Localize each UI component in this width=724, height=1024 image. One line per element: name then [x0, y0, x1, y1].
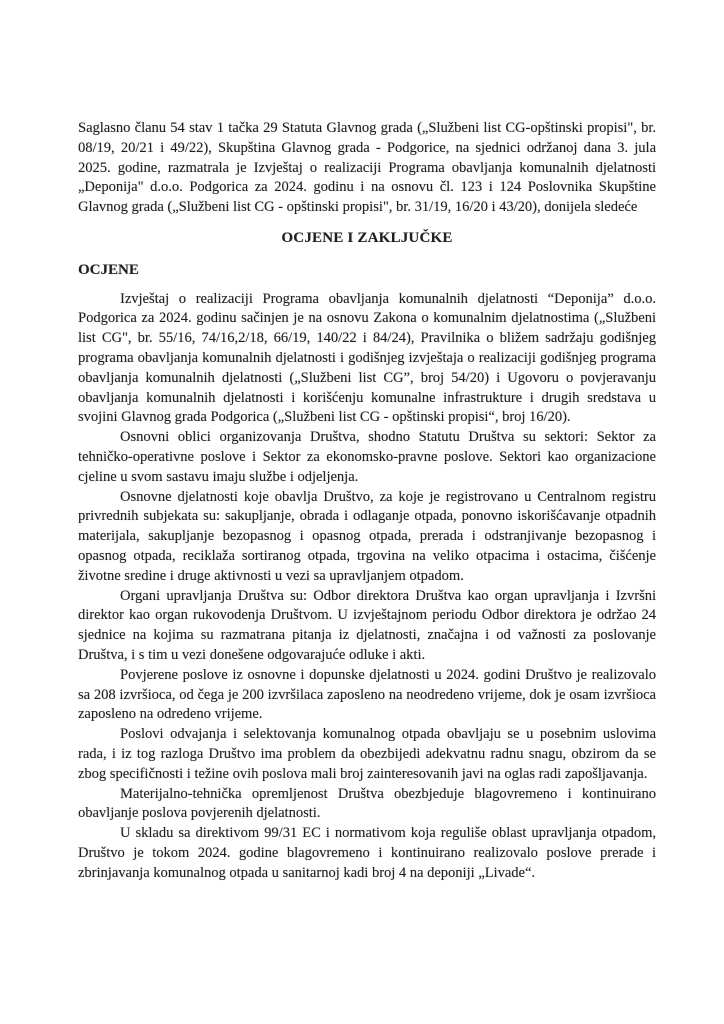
paragraph-core-activities: Osnovne djelatnosti koje obavlja Društvo, za koje je registrovano u Centralnom registru privrednih subjekata su: sakupljanje, obrada i odlaganje otpada, ponovno iskorišćavanje otpadnih materijala, sakupljanje bezopasnog i opasnog otpada, prerada i odstranjivanje bezopasnog i opasnog otpada, reciklaža sortiranog otpada, trgovina na veliko otpacima i ostacima, čišćenje životne sredine i druge aktivnosti u vezi sa upravljanjem otpadom. — [78, 488, 656, 584]
document-title: OCJENE I ZAKLJUČKE — [281, 229, 453, 246]
paragraph-organization-sectors: Osnovni oblici organizovanja Društva, shodno Statutu Društva su sektori: Sektor za tehničko-operativne poslove i Sektor za ekonomsko-pravne poslove. Sektori kao organizacione cjeline u svom sastavu imaju službe i odjeljenja. — [78, 429, 656, 485]
paragraph-working-conditions: Poslovi odvajanja i selektovanja komunalnog otpada obavljaju se u posebnim uslovima rada, i iz tog razloga Društvo ima problem da obezbijedi adekvatnu radnu snagu, obzirom da se zbog specifičnosti i težine ovih poslova mali broj zainteresovanih javi na oglas radi zapošljavanja. — [78, 726, 656, 782]
section-heading-ocjene: OCJENE — [78, 261, 139, 278]
paragraph-governing-bodies: Organi upravljanja Društva su: Odbor direktora Društva kao organ upravljanja i Izvršni direktor kao organ rukovodenja Društvom. U izvještajnom periodu Odbor direktora je održao 24 sjednice na kojima su razmatrana pitanja iz djelatnosti, značajna i od važnosti za poslovanje Društva, i s tim u vezi donešene odgovarajuće odluke i akti. — [78, 587, 656, 663]
paragraph-technical-equipment: Materijalno-tehnička opremljenost Društva obezbjeduje blagovremeno i kontinuirano obavljanje poslova povjerenih djelatnosti. — [78, 785, 656, 822]
intro-paragraph: Saglasno članu 54 stav 1 tačka 29 Statuta Glavnog grada („Službeni list CG-opštinski propisi", br. 08/19, 20/21 i 49/22), Skupština Glavnog grada - Podgorice, na sjednici održanoj dana 3. jula 2025. godine, razmatrala je Izvještaj o realizaciji Programa obavljanja komunalnih djelatnosti „Deponija" d.o.o. Podgorica za 2024. godinu i na osnovu čl. 123 i 124 Poslovnika Skupštine Glavnog grada („Službeni list CG - opštinski propisi", br. 31/19, 16/20 i 43/20), donijela sledeće — [78, 120, 656, 216]
paragraph-staffing-numbers: Povjerene poslove iz osnovne i dopunske djelatnosti u 2024. godini Društvo je realizovalo sa 208 izvršioca, od čega je 200 izvršilaca zaposleno na neodredeno vrijeme, dok je osam izvršioca zaposleno na odredeno vrijeme. — [78, 666, 656, 723]
paragraph-report-basis: Izvještaj o realizaciji Programa obavljanja komunalnih djelatnosti “Deponija” d.o.o. Podgorica za 2024. godinu sačinjen je na osnovu Zakona o komunalnim djelatnostima („Službeni list CG", br. 55/16, 74/16,2/18, 66/19, 140/22 i 84/24), Pravilnika o bližem sadržaju godišnjeg programa obavljanja komunalnih djelatnosti i godišnjeg izvještaja o realizaciji godišnjeg programa obavljanja komunalnih djelatnosti („Službeni list CG”, broj 54/20) i Ugovoru o povjeravanju obavljanja komunalnih djelatnosti i korišćenju komunalne infrastrukture i drugih sredstava u svojini Glavnog grada Podgorica („Službeni list CG - opštinski propisi“, broj 16/20). — [78, 290, 656, 426]
paragraph-directive-compliance: U skladu sa direktivom 99/31 EC i normativom koja reguliše oblast upravljanja otpadom, Društvo je tokom 2024. godine blagovremeno i kontinuirano realizovalo poslove prerade i zbrinjavanja komunalnog otpada u sanitarnoj kadi broj 4 na deponiji „Livade“. — [78, 825, 656, 881]
